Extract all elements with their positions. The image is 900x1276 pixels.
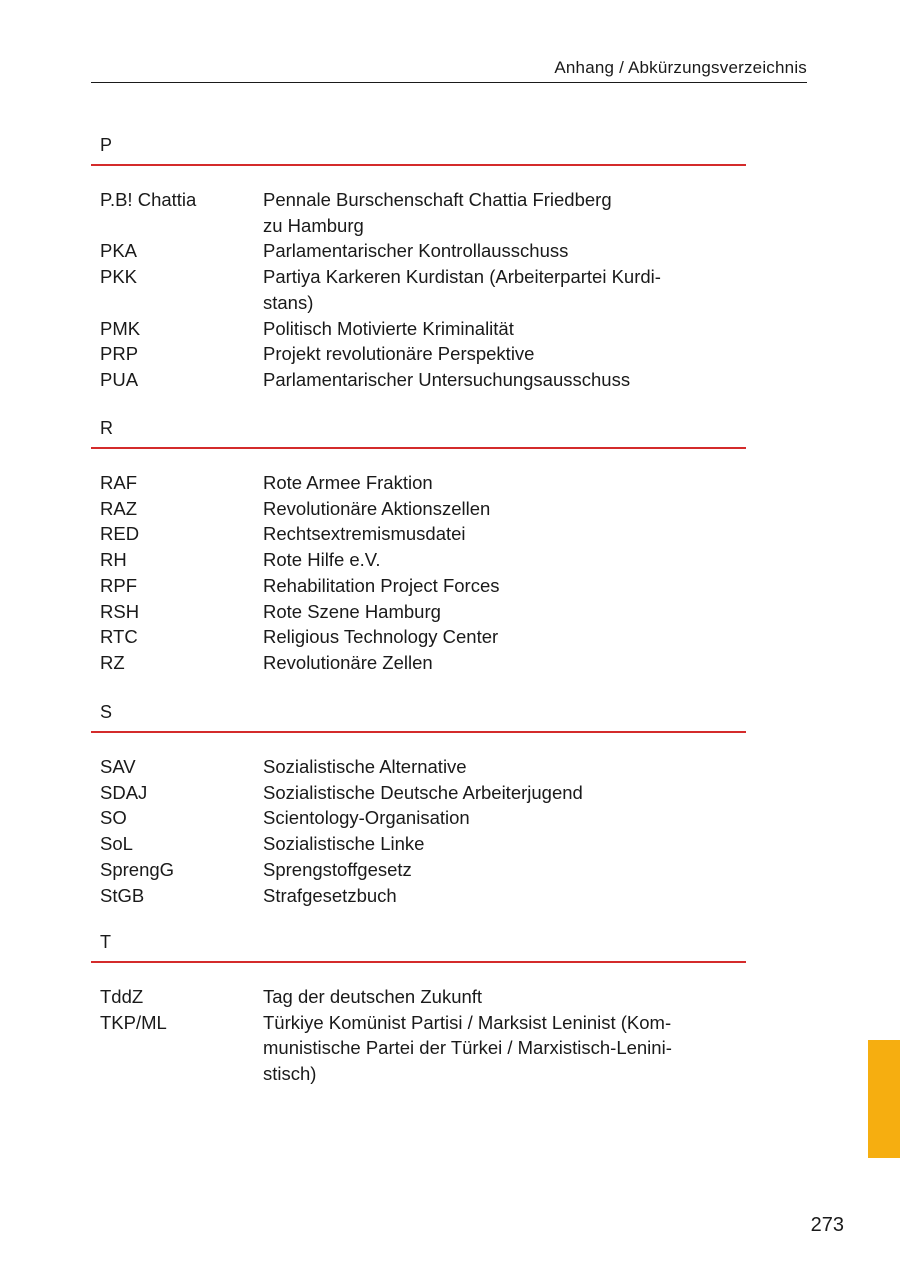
abbreviation: RPF xyxy=(100,574,137,596)
abbreviation: RAF xyxy=(100,472,137,493)
list-item xyxy=(91,831,746,857)
definition: Strafgesetzbuch xyxy=(263,884,397,906)
definition: Revolutionäre Aktionszellen xyxy=(263,497,491,519)
page-number: 273 xyxy=(810,1214,844,1236)
list-item xyxy=(91,547,746,573)
abbreviation: RAZ xyxy=(100,497,137,519)
definition: Sprengstoffgesetz xyxy=(263,858,412,880)
list-item xyxy=(91,883,746,909)
abbreviation: StGB xyxy=(100,884,145,906)
definition: Politisch Motivierte Kriminalität xyxy=(263,317,514,339)
definition: Parlamentarischer Untersuchungsausschuss xyxy=(263,368,631,390)
definition: Scientology-Organisation xyxy=(263,807,470,829)
abbreviation: PUA xyxy=(100,368,139,390)
definition-line: Pennale Burschenschaft Chattia Friedberg xyxy=(263,189,612,210)
list-item xyxy=(91,341,746,367)
list-item xyxy=(91,754,746,780)
definition: Rehabilitation Project Forces xyxy=(263,574,500,596)
list-item xyxy=(91,264,746,315)
section-letter: T xyxy=(91,933,746,963)
chapter-tab-marker xyxy=(868,1040,900,1158)
definition: Rote Szene Hamburg xyxy=(263,600,441,622)
list-item xyxy=(91,316,746,342)
definition: Sozialistische Linke xyxy=(263,833,425,855)
section-p xyxy=(91,136,746,393)
abbreviation: SoL xyxy=(100,833,133,855)
definition: Sozialistische Deutsche Arbeiterjugend xyxy=(263,781,583,803)
abbreviation: RSH xyxy=(100,600,140,622)
list-item xyxy=(91,1010,746,1087)
definition xyxy=(263,1010,746,1087)
definition: Rote Armee Fraktion xyxy=(263,472,433,493)
definition: Tag der deutschen Zukunft xyxy=(263,986,483,1007)
abbreviation: TKP/ML xyxy=(100,1011,167,1033)
definition: Rechtsextremismusdatei xyxy=(263,523,466,545)
abbreviation: PKK xyxy=(100,266,138,288)
abbreviation: TddZ xyxy=(100,986,144,1007)
definition xyxy=(263,264,746,315)
definition xyxy=(263,187,746,238)
section-letter: P xyxy=(91,136,746,166)
list-item xyxy=(91,470,746,496)
list-item xyxy=(91,521,746,547)
list-item xyxy=(91,650,746,676)
definition: Rote Hilfe e.V. xyxy=(263,549,381,571)
section-t xyxy=(91,933,746,1087)
abbreviation: SprengG xyxy=(100,858,175,880)
list-item xyxy=(91,805,746,831)
abbreviation: RTC xyxy=(100,626,138,648)
abbreviation: PMK xyxy=(100,317,141,339)
list-item xyxy=(91,496,746,522)
abbreviation: RZ xyxy=(100,651,125,673)
abbreviation: PRP xyxy=(100,343,139,365)
definition-line: Partiya Karkeren Kurdistan (Arbeiterpartei Kurdi- xyxy=(263,266,661,288)
section-letter: S xyxy=(91,703,746,733)
definition: Parlamentarischer Kontrollausschuss xyxy=(263,240,569,262)
definition-line: stans) xyxy=(263,291,314,313)
running-head: Anhang / Abkürzungsverzeichnis xyxy=(91,58,807,83)
list-item xyxy=(91,367,746,393)
section-s xyxy=(91,703,746,908)
definition: Revolutionäre Zellen xyxy=(263,651,433,673)
list-item xyxy=(91,780,746,806)
abbreviation: PKA xyxy=(100,240,138,262)
list-item xyxy=(91,624,746,650)
definition-line: stisch) xyxy=(263,1063,317,1085)
definition: Projekt revolutionäre Perspektive xyxy=(263,343,535,365)
list-item xyxy=(91,238,746,264)
abbreviation: SO xyxy=(100,807,127,829)
abbreviation: SDAJ xyxy=(100,781,148,803)
list-item xyxy=(91,857,746,883)
section-r xyxy=(91,419,746,676)
list-item xyxy=(91,573,746,599)
abbreviation: RH xyxy=(100,549,127,571)
list-item xyxy=(91,187,746,238)
abbreviation: SAV xyxy=(100,756,136,777)
list-item xyxy=(91,599,746,625)
abbreviation: RED xyxy=(100,523,140,545)
abbreviation: P.B! Chattia xyxy=(100,189,197,210)
list-item xyxy=(91,984,746,1010)
definition-line: Türkiye Komünist Partisi / Marksist Leninist (Kom- xyxy=(263,1011,672,1033)
definition: Religious Technology Center xyxy=(263,626,499,648)
definition: Sozialistische Alternative xyxy=(263,756,467,777)
definition-line: zu Hamburg xyxy=(263,214,364,236)
definition-line: munistische Partei der Türkei / Marxistisch-Lenini- xyxy=(263,1037,672,1059)
section-letter: R xyxy=(91,419,746,449)
